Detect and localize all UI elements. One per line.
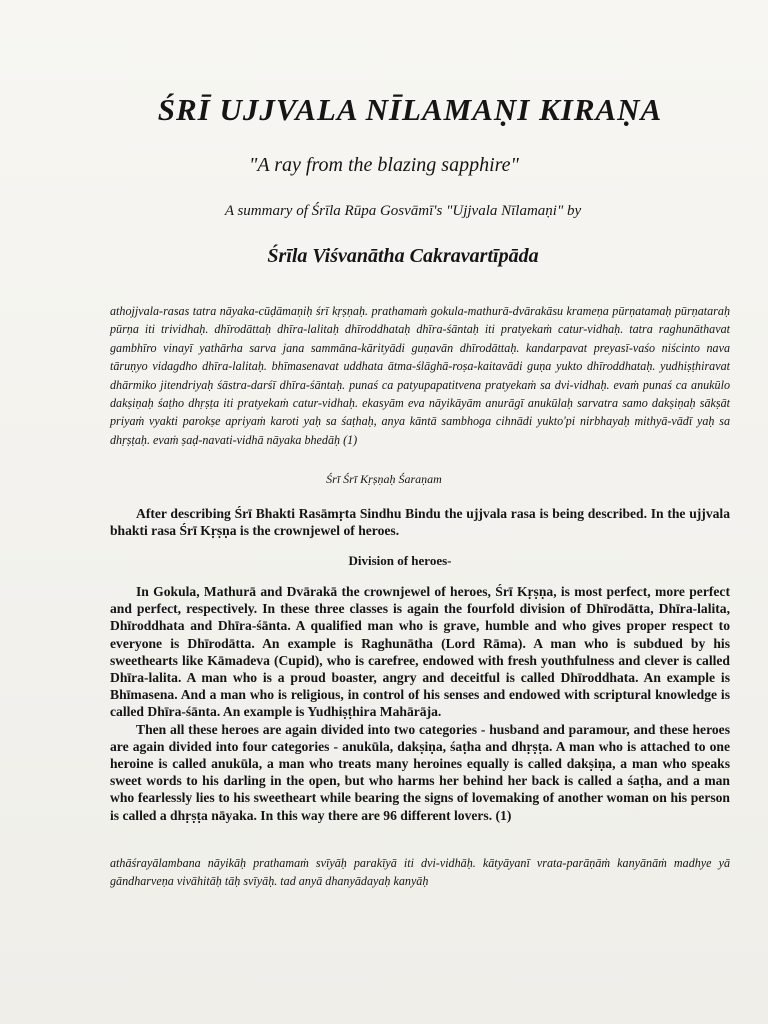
- book-subtitle: "A ray from the blazing sapphire": [249, 154, 519, 176]
- section-heading: Division of heroes-: [348, 553, 452, 568]
- summary-line: A summary of Śrīla Rūpa Gosvāmī's "Ujjvala Nīlamaṇi" by: [224, 203, 582, 219]
- paragraph-2: Then all these heroes are again divided into two categories - husband and paramour, and these heroes are again divided into four categories - anukūla, dakṣiṇa, śaṭha and dhṛṣṭa. A man who is attached to one heroine is called anukūla, a man who treats many heroines equally is called dakṣiṇa, a man who speaks sweet words to his darling in the open, but who harms her behind her back is called a śaṭha, and a man who fearlessly lies to his sweetheart while bearing the signs of lovemaking of another woman on his person is called a dhṛṣṭa nāyaka. In this way there are 96 different lovers. (1): [110, 721, 730, 823]
- book-title: ŚRĪ UJJVALA NĪLAMAṆI KIRAṆA: [157, 92, 663, 127]
- intro-paragraph: [110, 505, 730, 539]
- intro-text: After describing Śrī Bhakti Rasāmṛta Sindhu Bindu the ujjvala rasa is being described. In the ujjvala bhakti rasa Śrī Kṛṣṇa is the crownjewel of heroes.: [110, 506, 730, 539]
- paragraph-1: In Gokula, Mathurā and Dvārakā the crownjewel of heroes, Śrī Kṛṣṇa, is most perfect, more perfect and perfect, respectively. In these three classes is again the fourfold division of Dhīrodātta, Dhīra-lalita, Dhīroddhata and Dhīra-śānta. A qualified man who is grave, humble and who gives proper respect to everyone is Dhīrodātta. An example is Raghunātha (Lord Rāma). A man who is subdued by his sweethearts like Kāmadeva (Cupid), who is carefree, endowed with fresh youthfulness and clever is called Dhīra-lalita. A man who is a proud boaster, angry and deceitful is called Dhīroddhata. An example is Bhīmasena. And a man who is religious, in control of his senses and endowed with scriptural knowledge is called Dhīra-śānta. An example is Yudhiṣṭhira Mahārāja.: [110, 584, 730, 720]
- body-text: [110, 583, 730, 824]
- salutation-line: Śrī Śrī Kṛṣṇaḥ Śaraṇam: [326, 472, 442, 486]
- sanskrit-verse-2: athāśrayālambana nāyikāḥ prathamaṁ svīyāḥ parakīyā iti dvi-vidhāḥ. kātyāyanī vrata-parāṇāṁ kanyānāṁ madhye yā gāndharveṇa vivāhitāḥ tāḥ svīyāḥ. tad anyā dhanyādayaḥ kanyāḥ: [110, 856, 730, 889]
- sanskrit-verse-1: athojjvala-rasas tatra nāyaka-cūḍāmaṇiḥ śrī kṛṣṇaḥ. prathamaṁ gokula-mathurā-dvārakāsu krameṇa pūrṇatamaḥ pūrṇataraḥ pūrṇa iti trividhaḥ. dhīrodāttaḥ dhīra-lalitaḥ dhīroddhataḥ dhīra-śāntaḥ iti pratyekaṁ catur-vidhaḥ. tatra raghunāthavat gambhīro vinayī yathārha sarva jana sammāna-kārityādi guṇavān dhīrodāttaḥ. kandarpavat preyasī-vaśo niścinto nava tāruṇyo vidagdho dhīra-lalitaḥ. bhīmasenavat uddhata ātma-ślāghā-roṣa-kaitavādi guṇa yukto dhīroddhataḥ. yudhiṣṭhiravat dhārmiko jitendriyaḥ śāstra-darśī dhīra-śāntaḥ. punaś ca patyupapatitvena pratyekaṁ sa dvi-vidhaḥ. evaṁ punaś ca anukūlo dakṣiṇaḥ śaṭho dhṛṣṭa iti pratyekaṁ catur-vidhaḥ. ekasyām eva nāyikāyām anurāgī anukūlaḥ sarvatra samo dakṣiṇaḥ sākṣāt priyaṁ vyakti parokṣe apriyaṁ karoti yaḥ sa śaṭhaḥ, anya kāntā sambhoga cihnādi yukto'pi nirbhayaḥ mithyā-vādī yaḥ sa dhṛṣṭaḥ. evaṁ ṣaḍ-navati-vidhā nāyaka bhedāḥ (1): [110, 304, 730, 447]
- author-name: Śrīla Viśvanātha Cakravartīpāda: [267, 245, 539, 267]
